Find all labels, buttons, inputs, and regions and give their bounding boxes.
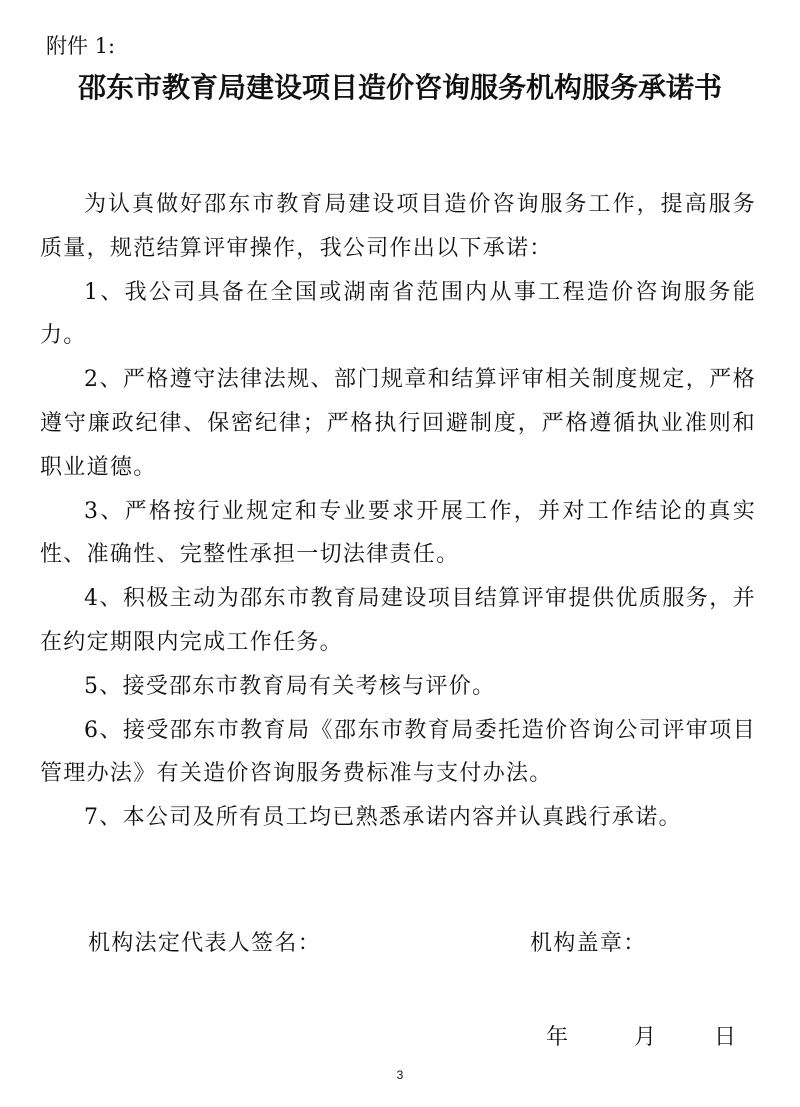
page-number: 3: [396, 1068, 404, 1082]
date-day-label: 日: [714, 1025, 737, 1050]
intro-paragraph: 为认真做好邵东市教育局建设项目造价咨询服务工作，提高服务质量，规范结算评审操作，我公司作出以下承诺：: [40, 192, 756, 261]
commitment-item-6: 6、接受邵东市教育局《邵东市教育局委托造价咨询公司评审项目管理办法》有关造价咨询服务费标准与支付办法。: [40, 717, 756, 787]
commitment-item-1: 1、我公司具备在全国或湖南省范围内从事工程造价咨询服务能力。: [40, 279, 756, 349]
date-month-label: 月: [634, 1025, 657, 1050]
commitment-item-5: 5、接受邵东市教育局有关考核与评价。: [84, 673, 496, 699]
commitment-item-2: 2、严格遵守法律法规、部门规章和结算评审相关制度规定，严格遵守廉政纪律、保密纪律；严格执行回避制度，严格遵循执业准则和职业道德。: [40, 367, 756, 480]
document-title: 邵东市教育局建设项目造价咨询服务机构服务承诺书: [77, 71, 722, 104]
attachment-label: 附件 1:: [46, 34, 116, 58]
commitment-body: [40, 183, 756, 840]
date-year-label: 年: [546, 1025, 569, 1050]
commitment-item-3: 3、严格按行业规定和专业要求开展工作，并对工作结论的真实性、准确性、完整性承担一切法律责任。: [40, 498, 756, 568]
seal-label: 机构盖章：: [530, 931, 647, 956]
commitment-item-4: 4、积极主动为邵东市教育局建设项目结算评审提供优质服务，并在约定期限内完成工作任务。: [40, 586, 756, 655]
representative-signature-label: 机构法定代表人签名：: [88, 931, 322, 956]
commitment-item-7: 7、本公司及所有员工均已熟悉承诺内容并认真践行承诺。: [84, 805, 682, 831]
